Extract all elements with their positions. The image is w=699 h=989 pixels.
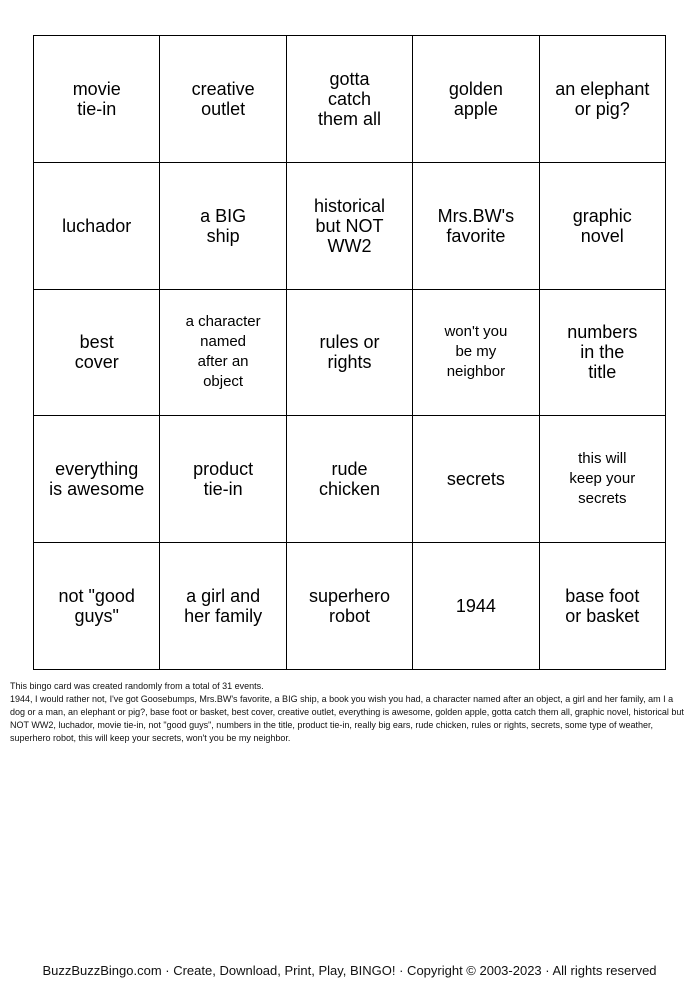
bingo-cell-text: superhero robot — [308, 586, 391, 627]
bingo-cell — [160, 290, 286, 417]
bingo-cell — [287, 416, 413, 543]
bingo-cell-text: rules or rights — [319, 332, 380, 373]
bingo-cell-text: graphic novel — [572, 205, 632, 246]
bingo-cell-text: won't you be my neighbor — [444, 323, 508, 381]
bingo-cell — [160, 36, 286, 163]
bingo-card — [33, 35, 666, 670]
bingo-cell — [540, 543, 666, 670]
bingo-cell-text: historical but NOT WW2 — [313, 195, 385, 256]
bingo-cell — [160, 416, 286, 543]
bingo-cell — [287, 543, 413, 670]
bingo-cell-text: secrets — [446, 469, 505, 490]
bingo-cell — [413, 543, 539, 670]
bingo-cell — [160, 163, 286, 290]
bingo-cell-text: creative outlet — [191, 78, 255, 119]
bingo-cell — [287, 36, 413, 163]
bingo-cell — [413, 290, 539, 417]
bingo-cell — [540, 36, 666, 163]
bingo-cell — [540, 163, 666, 290]
bingo-cell-text: numbers in the title — [567, 322, 638, 383]
card-info-note: This bingo card was created randomly from a total of 31 events. — [10, 681, 264, 691]
bingo-cell-text: not "good guys" — [58, 586, 135, 627]
event-list: 1944, I would rather not, I've got Goosebumps, Mrs.BW's favorite, a BIG ship, a book you wish you had, a character named after an object, a girl and her family, am I a dog or a man, an elephant or pig?, base foot or basket, best cover, creative outlet, everything is awesome, golden apple, gotta catch them all, graphic novel, historical but NOT WW2, luchador, movie tie-in, not "good guys", numbers in the title, product tie-in, really big ears, rude chicken, rules or rights, secrets, some type of weather, superhero robot, this will keep your secrets, won't you be my neighbor. — [10, 694, 684, 743]
bingo-cell-text: gotta catch them all — [317, 68, 381, 129]
bingo-cell-text: a character named after an object — [185, 313, 261, 391]
bingo-cell-text: a BIG ship — [200, 205, 247, 246]
bingo-cell — [540, 290, 666, 417]
bingo-cell — [34, 36, 160, 163]
bingo-cell-text: rude chicken — [318, 459, 380, 500]
bingo-cell-text: this will keep your secrets — [569, 450, 636, 508]
bingo-cell-text: base foot or basket — [565, 586, 640, 627]
bingo-cell-text: an elephant or pig? — [555, 78, 650, 119]
bingo-cell-text: a girl and her family — [184, 586, 263, 627]
bingo-cell-text: everything is awesome — [49, 459, 145, 500]
bingo-cell — [34, 290, 160, 417]
bingo-cell-text: product tie-in — [193, 459, 254, 500]
bingo-cell-text: golden apple — [448, 78, 503, 119]
bingo-cell — [413, 36, 539, 163]
bingo-cell — [413, 416, 539, 543]
bingo-cell — [287, 290, 413, 417]
bingo-cell-text: Mrs.BW's favorite — [437, 205, 515, 246]
page-footer: BuzzBuzzBingo.com · Create, Download, Print, Play, BINGO! · Copyright © 2003-2023 · All rights reserved — [42, 963, 657, 978]
bingo-cell — [34, 163, 160, 290]
bingo-cell — [287, 163, 413, 290]
bingo-cell-text: 1944 — [455, 596, 496, 617]
bingo-cell — [160, 543, 286, 670]
bingo-cell — [413, 163, 539, 290]
bingo-cell — [34, 416, 160, 543]
bingo-cell — [34, 543, 160, 670]
bingo-cell-text: best cover — [74, 332, 119, 373]
bingo-cell-text: luchador — [62, 215, 132, 236]
bingo-cell — [540, 416, 666, 543]
bingo-cell-text: movie tie-in — [72, 78, 121, 119]
